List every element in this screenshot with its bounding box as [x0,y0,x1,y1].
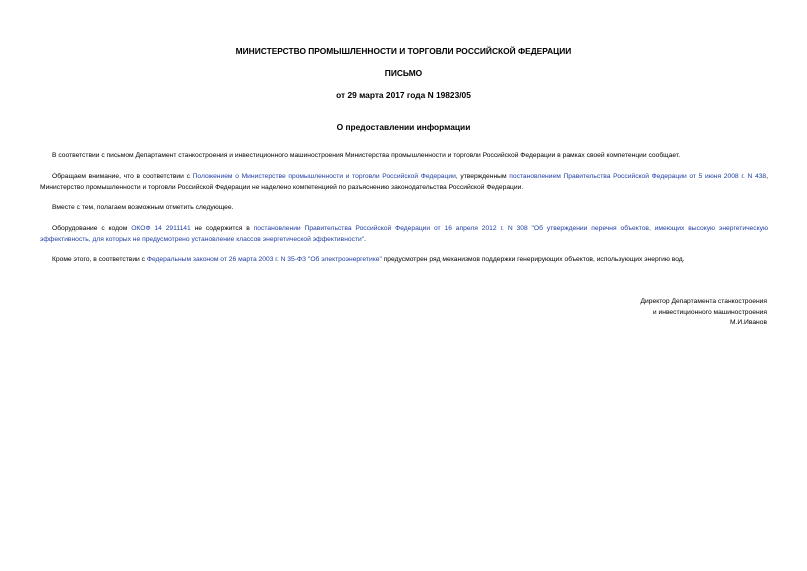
paragraph-4 [40,224,768,245]
signature-position-line-2: и инвестиционного машиностроения [652,308,767,316]
paragraph-3: Вместе с тем, полагаем возможным отметить следующее. [52,204,234,211]
paragraph-2-text-3: , Министерство промышленности и торговли Российской Федерации не наделено компетенцией по разъяснению законодательства Российской Федерации. [40,173,768,191]
link-okof-code[interactable]: ОКОФ 14 2911141 [131,225,191,232]
link-regulation-ministry[interactable]: Положением о Министерстве промышленности и торговли Российской Федерации [192,173,456,180]
link-government-decree-308[interactable]: постановлении Правительства Российской Федерации от 16 апреля 2012 г. N 308 "Об утверждении перечня объектов, имеющих высокую энергетическую эффективность, для которых не предусмотрено установление классов энергетической эффективности" [40,225,768,243]
paragraph-2-text-1: Обращаем внимание, что в соответствии с [52,173,193,180]
document-subject: О предоставлении информации [336,122,471,132]
link-government-decree-438[interactable]: постановлением Правительства Российской Федерации от 5 июня 2008 г. N 438 [509,173,767,180]
paragraph-2 [40,172,768,193]
paragraph-1: В соответствии с письмом Департамент станкостроения и инвестиционного машиностроения Министерства промышленности и торговли Российской Федерации в рамках своей компетенции сообщает. [52,152,681,159]
signature-name: М.И.Иванов [729,319,767,326]
paragraph-2-text-2: , утвержденным [455,173,510,180]
link-federal-law-35fz[interactable]: Федеральным законом от 26 марта 2003 г. N 35-ФЗ "Об электроэнергетике" [146,256,382,263]
paragraph-5 [40,255,768,266]
paragraph-5-text-1: Кроме этого, в соответствии с [52,256,147,263]
paragraph-4-text-1: Оборудование с кодом [52,225,132,232]
signature-position-line-1: Директор Департамента станкостроения [640,298,767,305]
paragraph-4-text-2: не содержится в [190,225,254,232]
signature-block [527,297,767,329]
ministry-heading: МИНИСТЕРСТВО ПРОМЫШЛЕННОСТИ И ТОРГОВЛИ РОССИЙСКОЙ ФЕДЕРАЦИИ [235,46,572,56]
document-type: ПИСЬМО [384,68,423,78]
paragraph-5-text-2: предусмотрен ряд механизмов поддержки генерирующих объектов, использующих энергию вод. [381,256,685,263]
paragraph-4-text-3: . [364,235,366,243]
document-date-number: от 29 марта 2017 года N 19823/05 [336,90,471,100]
